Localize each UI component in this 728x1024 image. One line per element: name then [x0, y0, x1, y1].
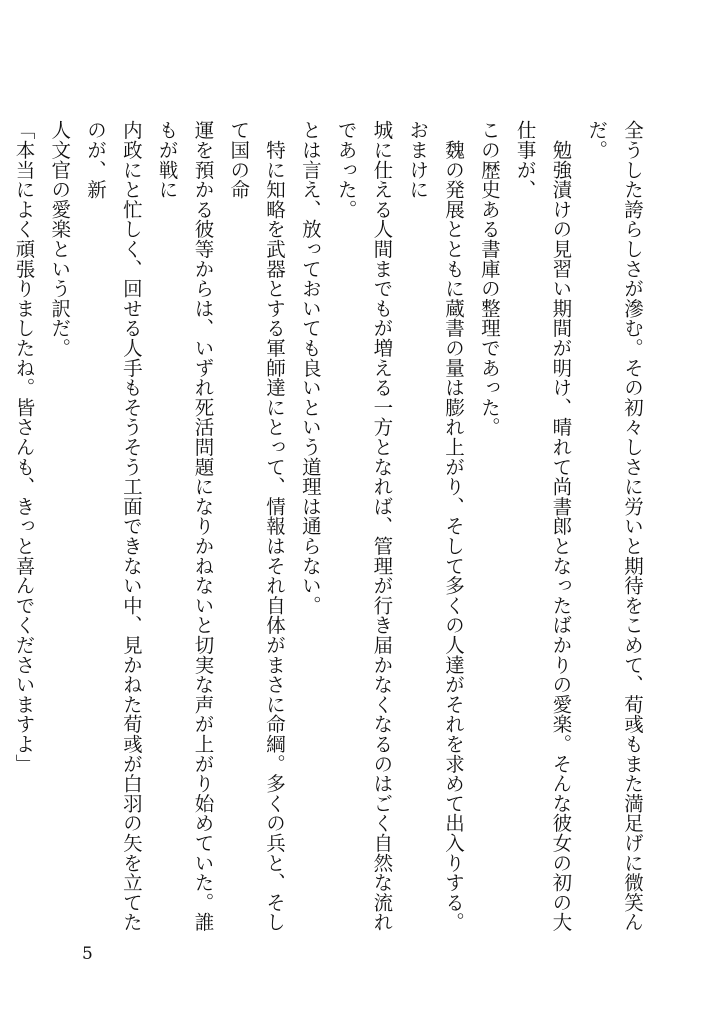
vertical-text-body — [12, 120, 650, 940]
dialogue-line: 「本当によく頑張りましたね。皆さんも、きっと喜んでくださいますよ」 — [12, 120, 36, 774]
paragraph: 勉強漬けの見習い期間が明け、晴れて尚書郎となったばかりの愛楽。そんな彼女の初の大仕事が、 この歴史ある書庫の整理であった。 — [477, 120, 573, 932]
page-number: 5 — [82, 944, 93, 964]
dialogue-line — [0, 120, 6, 940]
paragraph: 特に知略を武器とする軍師達にとって、情報はそれ自体がまさに命綱。多くの兵と、そして国の命 運を預かる彼等からは、いずれ死活問題になりかねないと切実な声が上がり始めていた。誰もが戦に 内政にと忙しく、回せる人手もそうそう工面できない中、見かねた荀彧が白羽の矢を立てたのが、新 人文官の愛楽という訳だ。 — [48, 120, 287, 932]
paragraph: 全うした誇らしさが滲む。その初々しさに労いと期待をこめて、荀彧もまた満足げに微笑んだ。 — [585, 120, 644, 932]
paragraph: 魏の発展とともに蔵書の量は膨れ上がり、そして多くの人達がそれを求めて出入りする。おまけに 城に仕える人間までもが増える一方となれば、管理が行き届かなくなるのはごく自然な流れであった。 とは言え、放っておいても良いという道理は通らない。 — [298, 120, 466, 932]
